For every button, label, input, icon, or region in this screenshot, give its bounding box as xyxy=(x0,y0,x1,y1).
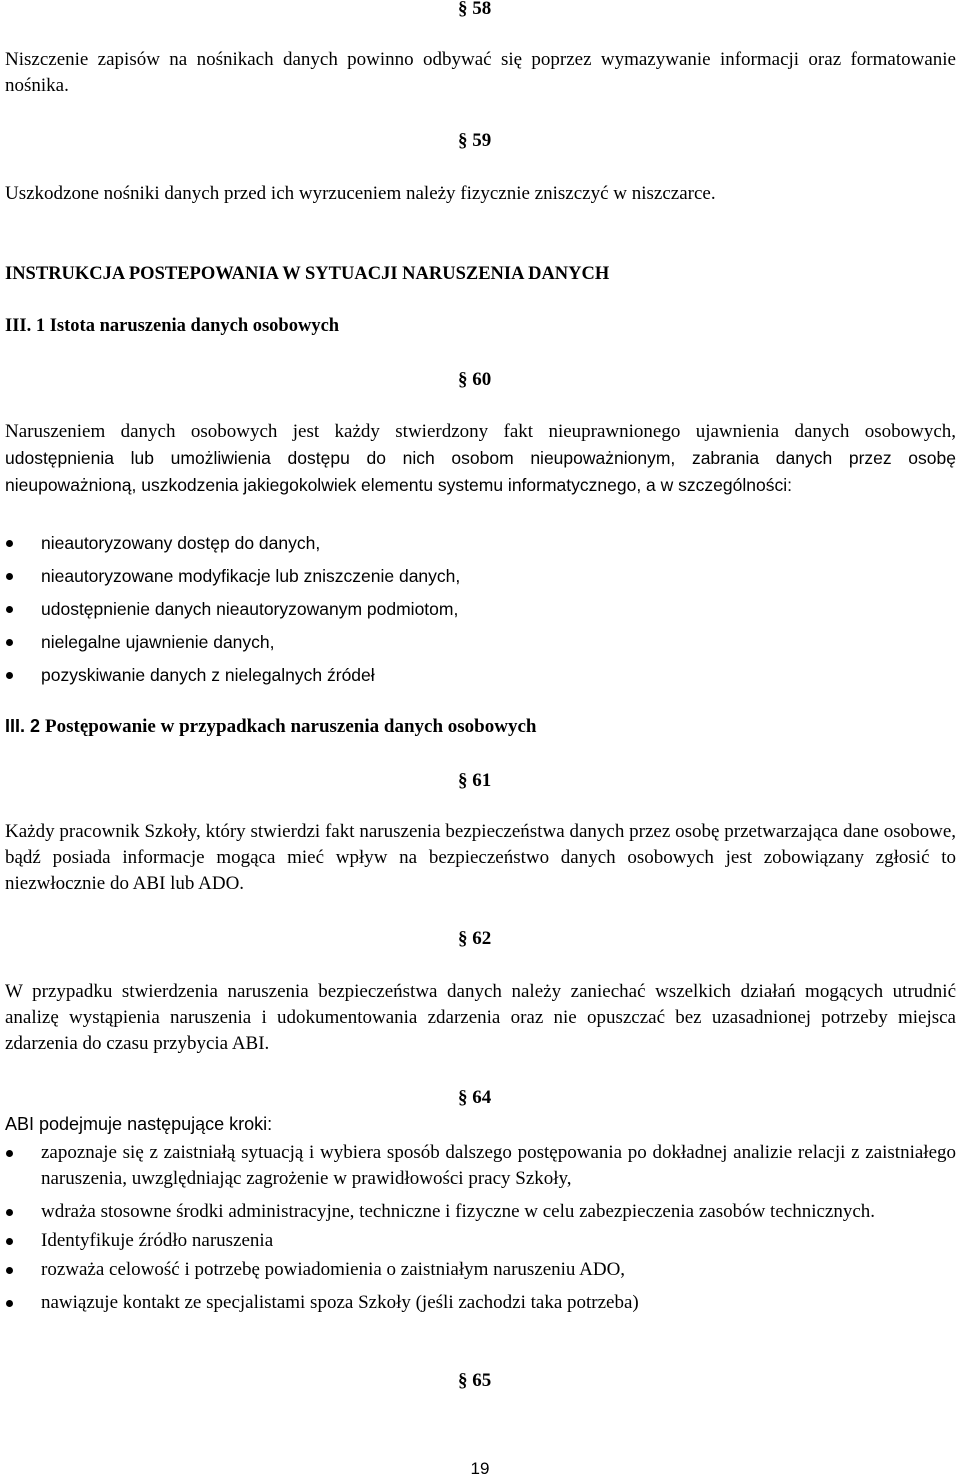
paragraph-59: Uszkodzone nośniki danych przed ich wyrzuceniem należy fizycznie zniszczyć w niszczarce. xyxy=(5,183,716,204)
bullet-icon xyxy=(6,1238,13,1245)
instruction-title: INSTRUKCJA POSTEPOWANIA W SYTUACJI NARUSZENIA DANYCH xyxy=(5,264,610,284)
section-64-heading: § 64 xyxy=(458,1087,492,1108)
paragraph-60 xyxy=(5,419,956,499)
chapter-iii-1-heading: III. 1 Istota naruszenia danych osobowych xyxy=(5,316,340,336)
bullet-icon xyxy=(6,639,13,646)
list-item: nawiązuje kontakt ze specjalistami spoza Szkoły (jeśli zachodzi taka potrzeba) xyxy=(5,1290,956,1316)
abi-steps-list xyxy=(5,1140,956,1316)
paragraph-60-part1: Naruszeniem danych osobowych jest każdy stwierdzony fakt nieuprawnionego ujawnienia danych osobowych, xyxy=(5,421,956,442)
chapter-iii-2-heading xyxy=(5,713,536,740)
paragraph-61: Każdy pracownik Szkoły, który stwierdzi fakt naruszenia bezpieczeństwa danych przez osobę przetwarzająca dane osobowe, bądź posiada informacje mogąca mieć wpływ na bezpieczeństwo danych osobowych jest zobowiązany zgłosić to niezwłocznie do ABI lub ADO. xyxy=(5,821,956,894)
violation-types-list xyxy=(5,530,956,688)
section-59-heading: § 59 xyxy=(458,130,492,151)
paragraph-58: Niszczenie zapisów na nośnikach danych powinno odbywać się poprzez wymazywanie informacji oraz formatowanie nośnika. xyxy=(5,49,956,96)
section-61-heading: § 61 xyxy=(458,770,492,791)
list-item: wdraża stosowne środki administracyjne, techniczne i fizyczne w celu zabezpieczenia zasobów technicznych. xyxy=(5,1199,956,1225)
section-62-heading: § 62 xyxy=(458,928,492,949)
section-65-heading: § 65 xyxy=(458,1370,492,1391)
chapter-iii-2-prefix: III. 2 xyxy=(5,716,46,736)
paragraph-64-intro: ABI podejmuje następujące kroki: xyxy=(5,1114,273,1134)
list-item: nieautoryzowany dostęp do danych, xyxy=(5,530,956,556)
paragraph-62: W przypadku stwierdzenia naruszenia bezpieczeństwa danych należy zaniechać wszelkich działań mogących utrudnić analizę wystąpienia naruszenia i udokumentowania zdarzenia oraz nie opuszczać bez uzasadnionej potrzeby miejsca zdarzenia do czasu przybycia ABI. xyxy=(5,981,956,1054)
bullet-icon xyxy=(6,1150,13,1157)
chapter-iii-2-title: Postępowanie w przypadkach naruszenia danych osobowych xyxy=(45,716,537,737)
bullet-icon xyxy=(6,1267,13,1274)
page-number: 19 xyxy=(470,1459,490,1478)
section-60-heading: § 60 xyxy=(458,369,492,390)
list-item: Identyfikuje źródło naruszenia xyxy=(5,1228,956,1254)
bullet-icon xyxy=(6,1209,13,1216)
list-item: rozważa celowość i potrzebę powiadomienia o zaistniałym naruszeniu ADO, xyxy=(5,1257,956,1283)
list-item: nieautoryzowane modyfikacje lub zniszczenie danych, xyxy=(5,563,956,589)
bullet-icon xyxy=(6,672,13,679)
bullet-icon xyxy=(6,1300,13,1307)
list-item: nielegalne ujawnienie danych, xyxy=(5,629,956,655)
list-item: zapoznaje się z zaistniałą sytuacją i wybiera sposób dalszego postępowania po dokładnej analizie relacji z zaistniałego naruszenia, uwzględniając zagrożenie w prawidłowości pracy Szkoły, xyxy=(5,1140,956,1192)
section-58-heading: § 58 xyxy=(458,0,492,19)
bullet-icon xyxy=(6,573,13,580)
list-item: udostępnienie danych nieautoryzowanym podmiotom, xyxy=(5,596,956,622)
bullet-icon xyxy=(6,606,13,613)
bullet-icon xyxy=(6,540,13,547)
list-item: pozyskiwanie danych z nielegalnych źródeł xyxy=(5,662,956,688)
paragraph-60-part2: udostępnienia lub umożliwienia dostępu do nich osobom nieupoważnionym, zabrania danych przez osobę nieupoważnioną, uszkodzenia jakiegokolwiek elementu systemu informatycznego, a w szczególności: xyxy=(5,448,956,495)
